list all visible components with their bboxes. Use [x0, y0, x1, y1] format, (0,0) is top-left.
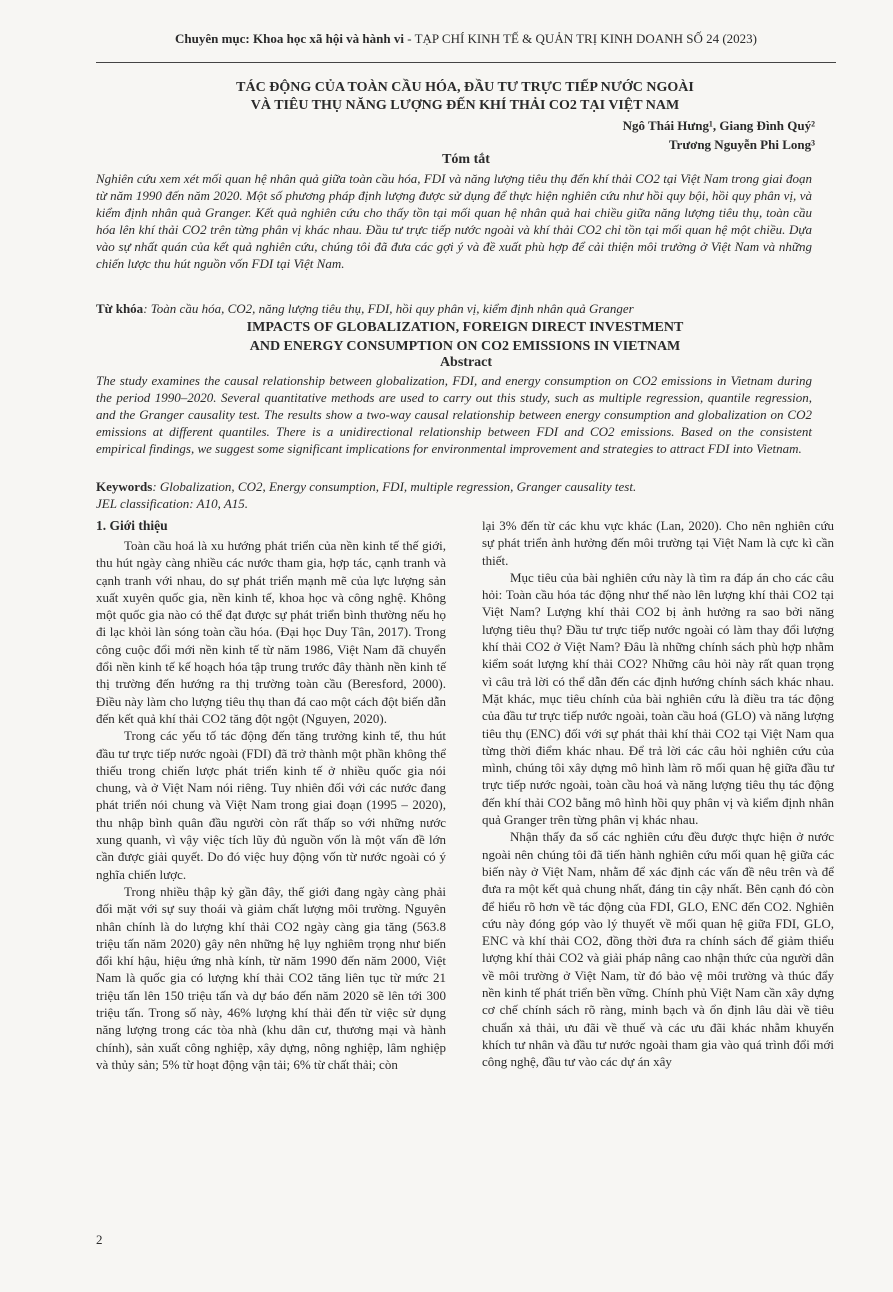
- body-paragraph-continued: lại 3% đến từ các khu vực khác (Lan, 2020). Cho nên nghiên cứu sự phát triển ảnh hưởng đến môi trường tại Việt Nam là cực kì cần thiết.: [482, 518, 834, 568]
- vietnamese-abstract-heading: Tóm tắt: [442, 152, 490, 167]
- english-keywords: [96, 478, 812, 495]
- authors-line2: Trương Nguyễn Phi Long³: [668, 137, 815, 152]
- english-abstract-heading: Abstract: [439, 355, 493, 370]
- right-column: [482, 517, 834, 1071]
- author-list: [623, 116, 815, 154]
- vietnamese-title-line2: VÀ TIÊU THỤ NĂNG LƯỢNG ĐẾN KHÍ THẢI CO2 TẠI VIỆT NAM: [250, 98, 680, 113]
- body-paragraph: Toàn cầu hoá là xu hướng phát triển của nền kinh tế thế giới, thu hút ngày càng nhiều các nước tham gia, hợp tác, cạnh tranh và cạnh tranh với nhau, do sự phát triển mạnh mẽ của lực lượng sản xuất xuyên quốc gia, nền kinh tế, khoa học và công nghệ. Không một quốc gia nào có thể đạt được sự phát triển bình thường nếu họ đi lạc khỏi làn sóng toàn cầu hóa. (Đại học Duy Tân, 2017). Trong công cuộc đổi mới nền kinh tế từ năm 1986, Việt Nam đã chuyển đổi nền kinh tế kế hoạch hóa tập trung trước đây thành nền kinh tế thị trường đến hướng ra thị trường toàn cầu (Beresford, 2000). Điều này làm cho lượng tiêu thụ than đá cao một cách đột biến dẫn đến kết quả khí thải CO2 tăng đột ngột (Nguyen, 2020).: [96, 538, 446, 726]
- vietnamese-keywords-label: Từ khóa: [96, 301, 144, 316]
- english-title: [150, 318, 780, 356]
- header-section: Chuyên mục: Khoa học xã hội và hành vi: [174, 31, 404, 46]
- english-abstract-text: The study examines the causal relationship between globalization, FDI, and energy consumption on CO2 emissions in Vietnam during the period 1990–2020. Several quantitative methods are used to carry out this study, such as multiple regression, quantile regression, and the Granger causality test. The results show a two-way causal relationship between energy consumption and globalization on CO2 emissions at different quantiles. There is a unidirectional relationship between FDI and CO2 emissions. Based on the consistent empirical findings, we suggest some significant implications for environmental improvement and strategies to attract FDI into Vietnam.: [96, 373, 812, 456]
- page-number: 2: [96, 1232, 103, 1247]
- vietnamese-keywords: [96, 300, 812, 317]
- vietnamese-keywords-text: : Toàn cầu hóa, CO2, năng lượng tiêu thụ, FDI, hồi quy phân vị, kiểm định nhân quả Granger: [143, 301, 634, 316]
- header-rule: [96, 62, 836, 63]
- jel-classification: JEL classification: A10, A15.: [96, 496, 249, 511]
- english-keywords-label: Keywords: [96, 479, 153, 494]
- running-header: [96, 30, 836, 48]
- body-paragraph: Nhận thấy đa số các nghiên cứu đều được thực hiện ở nước ngoài nên chúng tôi đã tiến hành nghiên cứu mối quan hệ giữa các biến này ở Việt Nam, nhằm để xác định các vấn đề nêu trên và để đưa ra một kết quả chung nhất, đáng tin cậy nhất. Bên cạnh đó còn để hiểu rõ hơn về tác động của FDI, GLO, ENC đến CO2. Nghiên cứu này đóng góp vào lý thuyết về mối quan hệ giữa FDI, GLO, ENC và khí thải CO2, đồng thời đưa ra chính sách để giảm thiểu lượng khí thải CO2 và giải pháp nâng cao nhận thức của người dân về môi trường ở Việt Nam, từ đó bảo vệ môi trường và thúc đẩy nền kinh tế phát triển bền vững. Chính phủ Việt Nam cần xây dựng cơ chế chính sách rõ ràng, minh bạch và ổn định lâu dài về tiêu chuẩn xả thải, ưu đãi về thuế và các ưu đãi khác nhằm khuyến khích tư nhân và đầu tư nước ngoài tham gia vào quá trình đổi mới công nghệ, đầu tư vào các dự án xây: [482, 829, 834, 1070]
- vietnamese-abstract-text: Nghiên cứu xem xét mối quan hệ nhân quả giữa toàn cầu hóa, FDI và năng lượng tiêu thụ đến khí thải CO2 tại Việt Nam trong giai đoạn từ năm 1990 đến năm 2020. Một số phương pháp định lượng được sử dụng để thực hiện nghiên cứu như hồi quy bội, hồi quy phân vị, và kiểm định nhân quả Granger. Kết quả nghiên cứu cho thấy tồn tại mối quan hệ nhân quả hai chiều giữa năng lượng tiêu thụ, toàn cầu hóa lên khí thải CO2 trên từng phân vị khác nhau. Đầu tư trực tiếp nước ngoài và khí thải CO2 chỉ tồn tại mối quan hệ một chiều. Dựa vào sự nhất quán của kết quả nghiên cứu, chúng tôi đã đưa các gợi ý và đề xuất phù hợp để cải thiện môi trường ở Việt Nam và những chiến lược thu hút nguồn vốn FDI tại Việt Nam.: [96, 171, 812, 271]
- vietnamese-title: [150, 79, 780, 115]
- header-journal: - TẠP CHÍ KINH TẾ & QUẢN TRỊ KINH DOANH SỐ 24 (2023): [403, 31, 758, 46]
- body-paragraph: Mục tiêu của bài nghiên cứu này là tìm ra đáp án cho các câu hỏi: Toàn cầu hóa tác động như thế nào lên lượng khí thải CO2 tại Việt Nam? Lượng khí thải CO2 bị ảnh hưởng ra sao bởi năng lượng tiêu thụ? Đầu tư trực tiếp nước ngoài có làm thay đổi lượng khí thải CO2 ở Việt Nam? Đâu là những chính sách phù hợp nhằm kiểm soát lượng khí thải CO2? Những câu hỏi này rất quan trọng vì câu trả lời có thể dẫn đến các định hướng chính sách khác nhau. Mặt khác, mục tiêu chính của bài nghiên cứu là điều tra tác động của đầu tư trực tiếp nước ngoài, toàn cầu hoá (GLO) và năng lượng tiêu thụ (ENC) đối với sự phát thải khí thải CO2 tại Việt Nam qua từng thời điểm khác nhau. Để trả lời các câu hỏi nghiên cứu của mình, chúng tôi xây dựng mô hình làm rõ mối quan hệ giữa đầu tư trực tiếp nước ngoài, toàn cầu hoá và năng lượng tiêu thụ tác động đến khí thải CO2 bằng mô hình hồi quy phân vị và kiểm định nhân quả Granger trên từng phân vị khác nhau.: [482, 569, 834, 828]
- english-keywords-text: : Globalization, CO2, Energy consumption, FDI, multiple regression, Granger causality test.: [152, 479, 637, 494]
- authors-line1: Ngô Thái Hưng¹, Giang Đình Quý²: [622, 118, 815, 133]
- section-heading-introduction: 1. Giới thiệu: [96, 518, 168, 533]
- body-paragraph: Trong nhiều thập kỷ gần đây, thế giới đang ngày càng phải đối mặt với sự suy thoái và giảm chất lượng môi trường. Nguyên nhân chính là do lượng khí thải CO2 ngày càng gia tăng (563.8 triệu tấn năm 2020) gây nên những hệ lụy nghiêm trọng như biến đổi khí hậu, hiệu ứng nhà kính, từ năm 1990 đến năm 2000, Việt Nam là quốc gia có lượng khí thải CO2 tăng liên tục từ mức 21 triệu tấn lên 150 triệu tấn và dự báo đến năm 2020 sẽ lên tới 300 triệu tấn. Trong số này, 46% lượng khí thải đến từ việc sử dụng năng lượng trong các tòa nhà (khu dân cư, thương mại và hành chính), sản xuất công nghiệp, xây dựng, nông nghiệp, lâm nghiệp và thủy sản; 5% từ hoạt động vận tải; 6% từ chất thải; còn: [96, 883, 446, 1072]
- vietnamese-title-line1: TÁC ĐỘNG CỦA TOÀN CẦU HÓA, ĐẦU TƯ TRỰC TIẾP NƯỚC NGOÀI: [236, 80, 694, 95]
- english-title-line2: AND ENERGY CONSUMPTION ON CO2 EMISSIONS IN VIETNAM: [249, 339, 681, 354]
- english-title-line1: IMPACTS OF GLOBALIZATION, FOREIGN DIRECT INVESTMENT: [246, 320, 684, 335]
- body-paragraph: Trong các yếu tố tác động đến tăng trưởng kinh tế, thu hút đầu tư trực tiếp nước ngoài (FDI) đã trở thành một phần không thể thiếu trong chiến lược phát triển kinh tế ở nhiều quốc gia nói chung, và ở Việt Nam nói riêng. Tuy nhiên đối với các nước đang phát triển nói chung và Việt Nam trong giai đoạn (1995 – 2020), thu nhập bình quân đầu người còn rất thấp so với những nước xung quanh, vì vậy việc tích lũy đủ nguồn vốn là một vấn đề lớn cần được giải quyết. Do đó việc huy động vốn từ nước ngoài có ý nghĩa chiến lược.: [96, 728, 446, 882]
- left-column: [96, 517, 446, 1073]
